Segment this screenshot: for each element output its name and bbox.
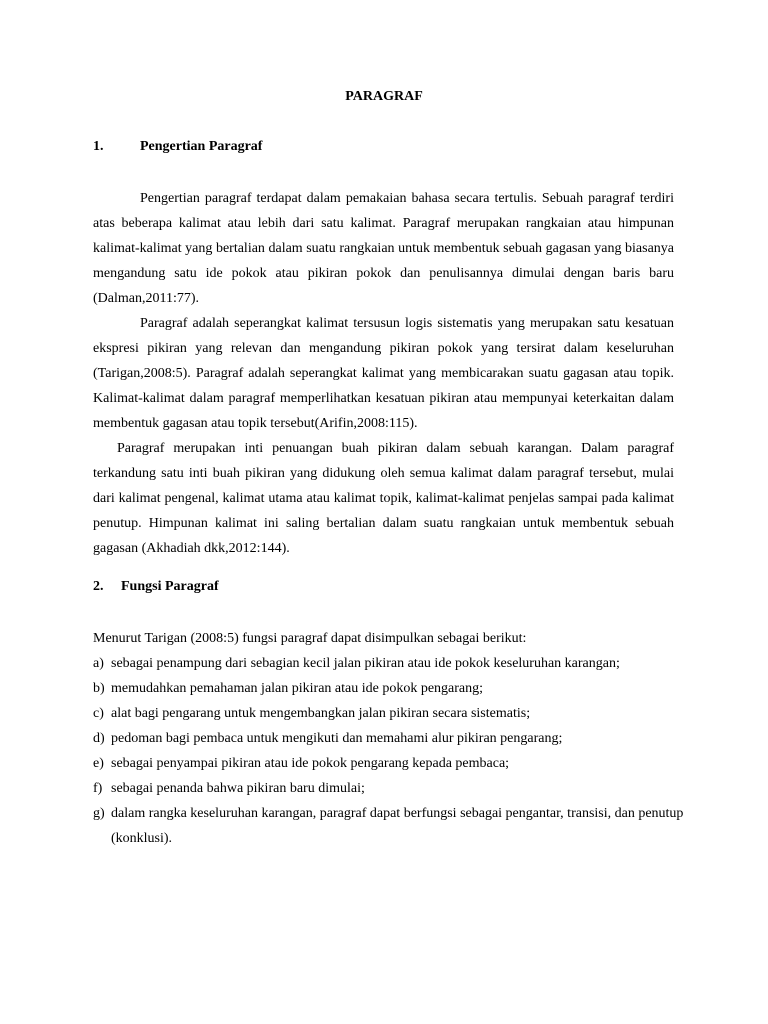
paragraph-2-block — [93, 311, 674, 436]
section-1-title: Pengertian Paragraf — [140, 139, 263, 154]
function-list — [93, 651, 693, 851]
paragraph-3: Paragraf merupakan inti penuangan buah pikiran dalam sebuah karangan. Dalam paragraf terkandung satu inti buah pikiran yang didukung oleh semua kalimat dalam paragraf tersebut, mulai dari kalimat pengenal, kalimat utama atau kalimat topik, kalimat-kalimat penjelas sampai pada kalimat penutup. Himpunan kalimat ini saling bertalian dalam suatu rangkaian untuk membentuk sebuah gagasan (Akhadiah dkk,2012:144). — [93, 441, 674, 556]
section-1-heading — [93, 138, 262, 156]
list-item — [93, 801, 693, 851]
paragraph-3-block — [93, 436, 674, 561]
list-item-text: sebagai penampung dari sebagian kecil jalan pikiran atau ide pokok keseluruhan karangan; — [111, 656, 620, 671]
list-marker: d) — [93, 731, 105, 746]
list-item-text: dalam rangka keseluruhan karangan, paragraf dapat berfungsi sebagai pengantar, transisi, dan penutup (konklusi). — [111, 806, 684, 846]
section-2-intro: Menurut Tarigan (2008:5) fungsi paragraf dapat disimpulkan sebagai berikut: — [93, 631, 527, 646]
section-2-number: 2. — [93, 579, 104, 594]
list-item-text: memudahkan pemahaman jalan pikiran atau ide pokok pengarang; — [111, 681, 484, 696]
section-1-number: 1. — [93, 139, 104, 154]
section-2-heading — [93, 578, 219, 596]
document-title: PARAGRAF — [345, 89, 423, 104]
list-marker: a) — [93, 656, 104, 671]
list-item — [93, 776, 693, 801]
list-item — [93, 726, 693, 751]
list-marker: g) — [93, 806, 105, 821]
list-item — [93, 751, 693, 776]
list-item-text: sebagai penanda bahwa pikiran baru dimulai; — [111, 781, 365, 796]
list-item — [93, 651, 693, 676]
list-marker: f) — [93, 781, 103, 796]
list-marker: e) — [93, 756, 104, 771]
list-item-text: sebagai penyampai pikiran atau ide pokok pengarang kepada pembaca; — [111, 756, 510, 771]
list-marker: c) — [93, 706, 104, 721]
paragraph-1: Pengertian paragraf terdapat dalam pemakaian bahasa secara tertulis. Sebuah paragraf terdiri atas beberapa kalimat atau lebih dari satu kalimat. Paragraf merupakan rangkaian atau himpunan kalimat-kalimat yang bertalian dalam suatu rangkaian untuk membentuk sebuah gagasan yang biasanya mengandung satu ide pokok atau pikiran pokok dan penulisannya dimulai dengan baris baru (Dalman,2011:77). — [93, 191, 674, 306]
list-item-text: pedoman bagi pembaca untuk mengikuti dan memahami alur pikiran pengarang; — [111, 731, 563, 746]
list-item-text: alat bagi pengarang untuk mengembangkan jalan pikiran secara sistematis; — [111, 706, 531, 721]
section-2-title: Fungsi Paragraf — [121, 579, 219, 594]
list-marker: b) — [93, 681, 105, 696]
paragraph-1-block — [93, 186, 674, 311]
list-item — [93, 701, 693, 726]
paragraph-2: Paragraf adalah seperangkat kalimat tersusun logis sistematis yang merupakan satu kesatuan ekspresi pikiran yang relevan dan mengandung pikiran pokok yang tersirat dalam keseluruhan (Tarigan,2008:5). Paragraf adalah seperangkat kalimat yang membicarakan suatu gagasan atau topik. Kalimat-kalimat dalam paragraf memperlihatkan kesatuan pikiran atau mempunyai keterkaitan dalam membentuk gagasan atau topik tersebut(Arifin,2008:115). — [93, 316, 674, 431]
list-item — [93, 676, 693, 701]
